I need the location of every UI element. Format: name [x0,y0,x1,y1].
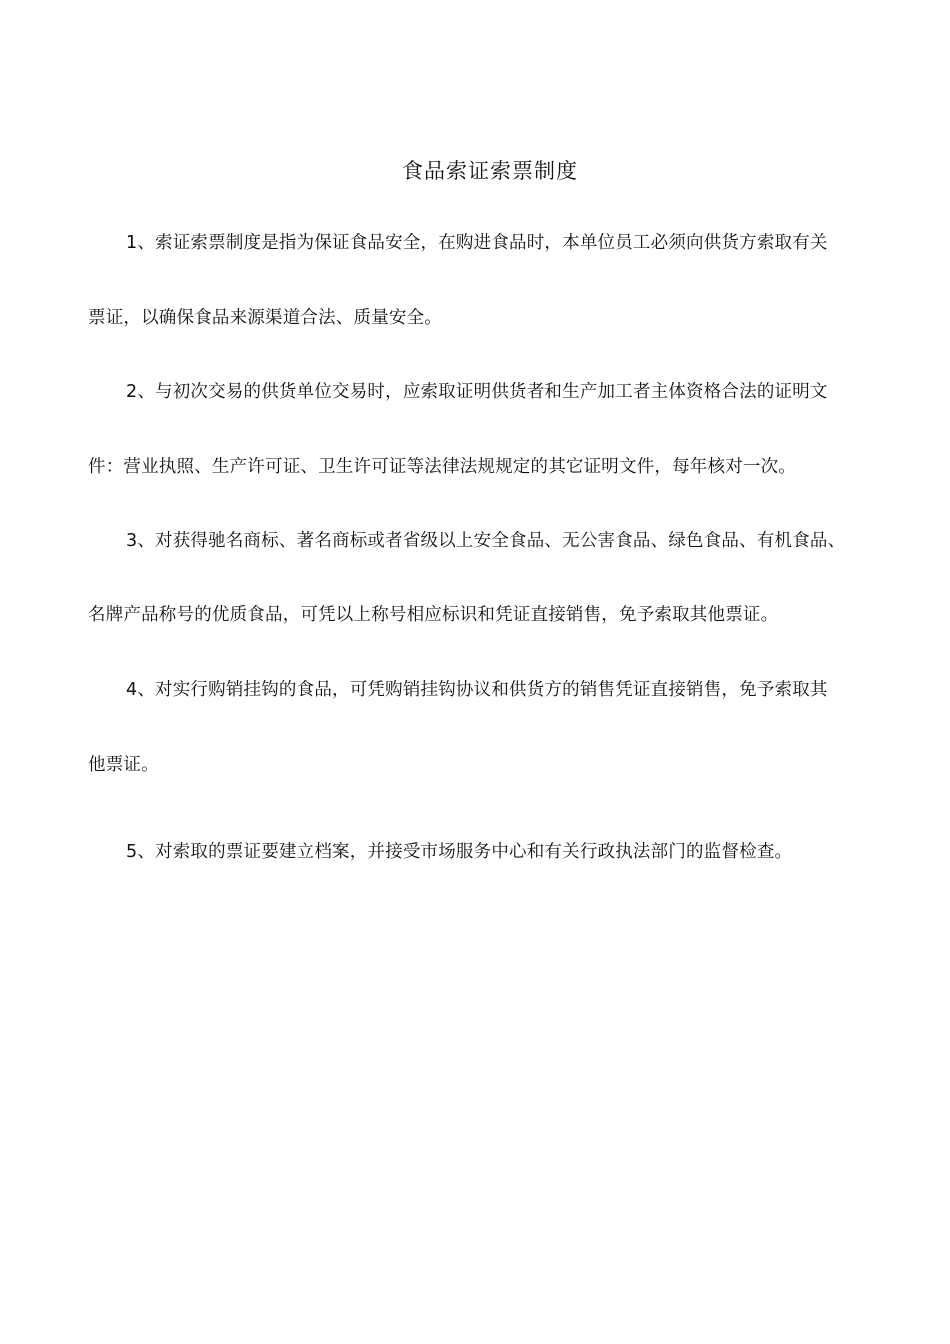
clause-1-line-2: 票证，以确保食品来源渠道合法、质量安全。 [88,308,442,328]
clause-4-line-2: 他票证。 [88,755,159,775]
clause-3-line-1: 3、对获得驰名商标、著名商标或者省级以上安全食品、无公害食品、绿色食品、有机食品、 [126,531,846,551]
clause-4-line-1: 4、对实行购销挂钩的食品，可凭购销挂钩协议和供货方的销售凭证直接销售，免予索取其 [126,680,828,700]
document-title: 食品索证索票制度 [402,159,578,183]
clause-3-line-2: 名牌产品称号的优质食品，可凭以上称号相应标识和凭证直接销售，免予索取其他票证。 [88,605,779,625]
clause-2-line-2: 件：营业执照、生产许可证、卫生许可证等法律法规规定的其它证明文件，每年核对一次。 [88,457,796,477]
clause-5-line-1: 5、对索取的票证要建立档案，并接受市场服务中心和有关行政执法部门的监督检查。 [126,842,793,862]
clause-1-line-1: 1、索证索票制度是指为保证食品安全，在购进食品时，本单位员工必须向供货方索取有关 [126,233,828,253]
clause-2-line-1: 2、与初次交易的供货单位交易时，应索取证明供货者和生产加工者主体资格合法的证明文 [126,382,828,402]
